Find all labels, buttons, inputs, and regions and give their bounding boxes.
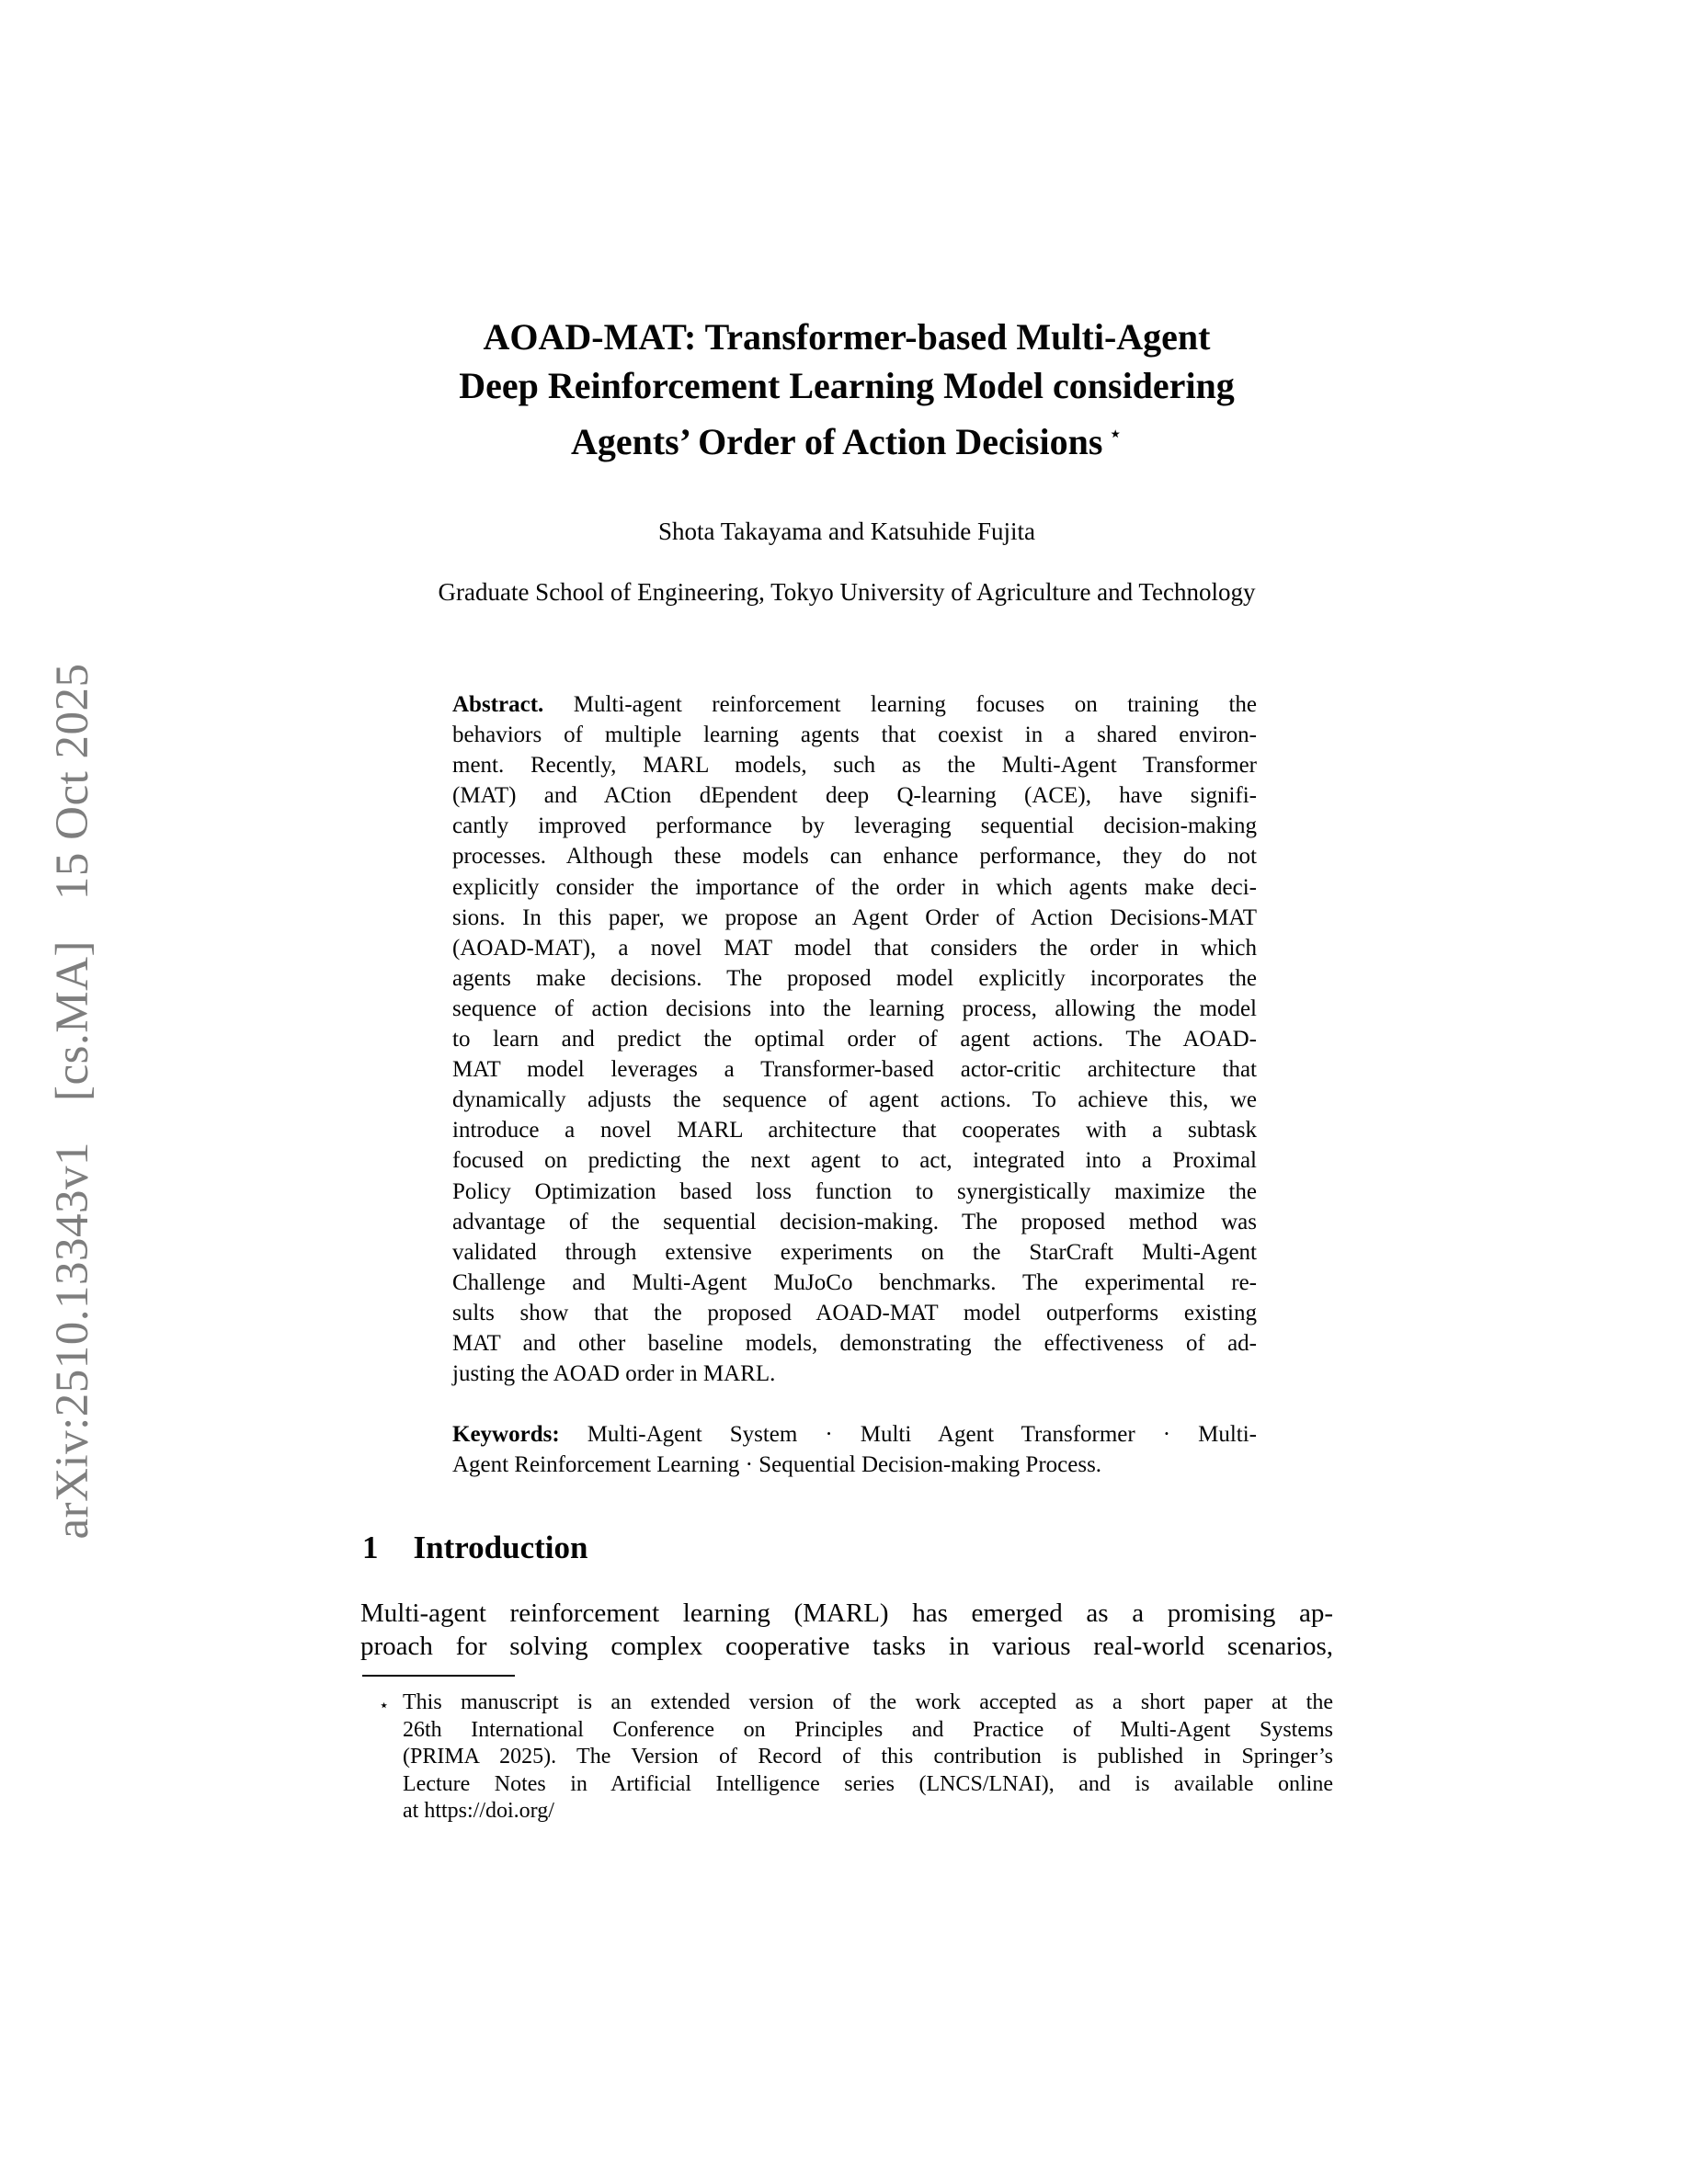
abstract-line: explicitly consider the importance of the order in which agents make deci- bbox=[452, 874, 1257, 900]
abstract-line: agents make decisions. The proposed model explicitly incorporates the bbox=[452, 965, 1257, 991]
title-line: Deep Reinforcement Learning Model considering bbox=[459, 365, 1235, 406]
abstract-line: sions. In this paper, we propose an Agent Order of Action Decisions-MAT bbox=[452, 904, 1257, 930]
intro-line: Multi-agent reinforcement learning (MARL) has emerged as a promising ap- bbox=[360, 1598, 1333, 1628]
abstract-line-text: Multi-agent reinforcement learning focuses on training the bbox=[573, 692, 1258, 717]
keywords-label: Keywords: bbox=[452, 1422, 560, 1447]
abstract-line: justing the AOAD order in MARL. bbox=[452, 1361, 776, 1387]
abstract-line: behaviors of multiple learning agents that coexist in a shared environ- bbox=[452, 722, 1257, 748]
keywords-line bbox=[452, 1419, 1257, 1450]
abstract-line: MAT and other baseline models, demonstrating the effectiveness of ad- bbox=[452, 1330, 1257, 1356]
abstract-line bbox=[452, 689, 1257, 720]
abstract-line: advantage of the sequential decision-making. The proposed method was bbox=[452, 1209, 1257, 1234]
abstract-line: dynamically adjusts the sequence of agent actions. To achieve this, we bbox=[452, 1087, 1257, 1113]
title-footnote-marker: ⋆ bbox=[1108, 422, 1123, 447]
arxiv-date: 15 Oct 2025 bbox=[47, 663, 98, 901]
abstract-line: ment. Recently, MARL models, such as the Multi-Agent Transformer bbox=[452, 753, 1257, 779]
footnote-line bbox=[360, 1798, 1333, 1826]
arxiv-id: arXiv:2510.13343v1 bbox=[47, 1142, 98, 1540]
intro-line: proach for solving complex cooperative tasks in various real-world scenarios, bbox=[360, 1631, 1333, 1661]
abstract-line: MAT model leverages a Transformer-based actor-critic architecture that bbox=[452, 1057, 1257, 1083]
abstract-line: (MAT) and ACtion dEpendent deep Q-learning (ACE), have signifi- bbox=[452, 783, 1257, 809]
abstract-line: Policy Optimization based loss function to synergistically maximize the bbox=[452, 1178, 1257, 1204]
footnote-line-text: at bbox=[403, 1799, 419, 1824]
footnote-line: Lecture Notes in Artificial Intelligence series (LNCS/LNAI), and is available online bbox=[403, 1771, 1333, 1796]
abstract-line: sults show that the proposed AOAD-MAT model outperforms existing bbox=[452, 1300, 1257, 1325]
doi-link[interactable]: https://doi.org/ bbox=[424, 1799, 554, 1824]
keywords-line: Agent Reinforcement Learning · Sequential Decision-making Process. bbox=[452, 1452, 1102, 1478]
text-column bbox=[360, 0, 1333, 2184]
abstract-line: focused on predicting the next agent to act, integrated into a Proximal bbox=[452, 1148, 1257, 1174]
abstract-line: to learn and predict the optimal order of agent actions. The AOAD- bbox=[452, 1027, 1257, 1052]
footnote-line bbox=[360, 1689, 1333, 1717]
abstract bbox=[452, 689, 1257, 1389]
section-title: Introduction bbox=[413, 1530, 588, 1565]
footnote-line: (PRIMA 2025). The Version of Record of this contribution is published in Springer’s bbox=[403, 1745, 1333, 1769]
section-heading-introduction bbox=[362, 1530, 587, 1566]
abstract-label: Abstract. bbox=[452, 692, 544, 717]
title-line-text: Agents’ Order of Action Decisions bbox=[570, 421, 1103, 462]
footnote-rule bbox=[362, 1675, 515, 1677]
keywords-line-text: Multi-Agent System · Multi Agent Transformer · Multi- bbox=[587, 1422, 1258, 1447]
abstract-line: processes. Although these models can enhance performance, they do not bbox=[452, 844, 1257, 870]
paper-title bbox=[360, 313, 1333, 466]
abstract-line: Challenge and Multi-Agent MuJoCo benchmarks. The experimental re- bbox=[452, 1269, 1257, 1295]
abstract-line: (AOAD-MAT), a novel MAT model that considers the order in which bbox=[452, 935, 1257, 961]
footnote bbox=[360, 1689, 1333, 1826]
footnote-marker: ⋆ bbox=[379, 1696, 390, 1714]
affiliation: Graduate School of Engineering, Tokyo University of Agriculture and Technology bbox=[438, 578, 1256, 606]
abstract-line: introduce a novel MARL architecture that cooperates with a subtask bbox=[452, 1118, 1257, 1143]
section-number: 1 bbox=[362, 1530, 379, 1565]
abstract-line: sequence of action decisions into the learning process, allowing the model bbox=[452, 995, 1257, 1021]
authors: Shota Takayama and Katsuhide Fujita bbox=[657, 518, 1036, 545]
keywords bbox=[452, 1419, 1257, 1480]
arxiv-watermark bbox=[46, 550, 99, 1653]
abstract-line: validated through extensive experiments on the StarCraft Multi-Agent bbox=[452, 1239, 1257, 1265]
intro-paragraph bbox=[360, 1598, 1333, 1663]
title-line bbox=[360, 410, 1333, 466]
footnote-line-text: This manuscript is an extended version of the work accepted as a short paper at the bbox=[403, 1690, 1333, 1714]
arxiv-category: [cs.MA] bbox=[47, 940, 98, 1101]
title-line: AOAD-MAT: Transformer-based Multi-Agent bbox=[483, 316, 1211, 358]
abstract-line: cantly improved performance by leveraging sequential decision-making bbox=[452, 813, 1257, 839]
footnote-line: 26th International Conference on Principles and Practice of Multi-Agent Systems bbox=[403, 1717, 1333, 1742]
